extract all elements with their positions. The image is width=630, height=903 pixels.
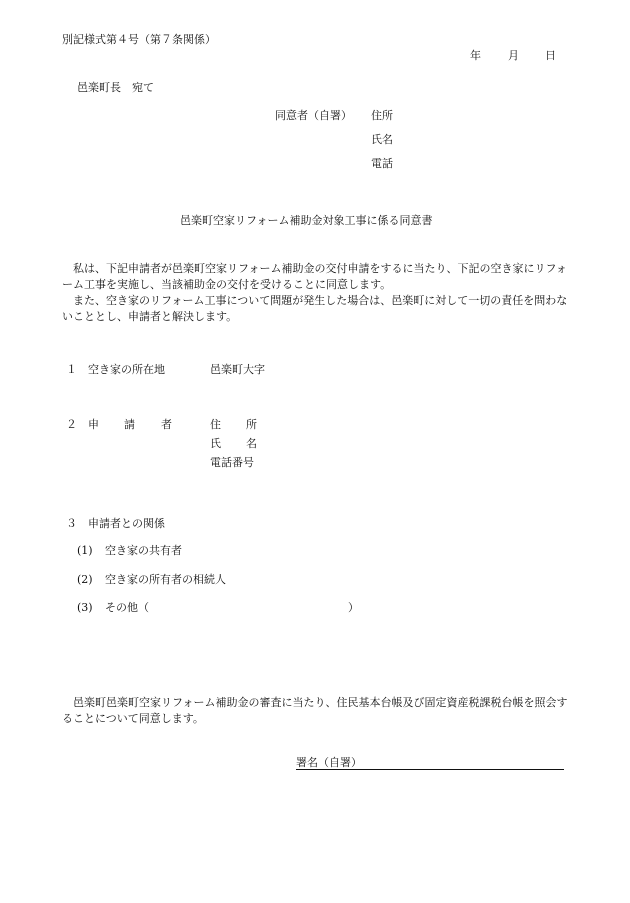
- item2-label-char-3: 者: [161, 418, 172, 431]
- option1-number: (1): [77, 544, 93, 557]
- document-title: 邑楽町空家リフォーム補助金対象工事に係る同意書: [180, 214, 433, 227]
- item2-address-char-2: 所: [246, 418, 257, 431]
- consent-paragraph: 邑楽町邑楽町空家リフォーム補助金の審査に当たり、住民基本台帳及び固定資産税課税台帳を照会することについて同意します。: [62, 696, 568, 725]
- date-month-label: 月: [508, 49, 519, 62]
- item3-label: 申請者との関係: [88, 517, 165, 530]
- consenter-phone-label: 電話: [371, 157, 393, 170]
- signature-label: 署名（自署）: [296, 756, 362, 769]
- item2-label-char-2: 請: [124, 418, 135, 431]
- body-paragraph-2: また、空き家のリフォーム工事について問題が発生した場合は、邑楽町に対して一切の責任を問わないこととし、申請者と解決します。: [62, 294, 568, 323]
- item2-number: ２: [66, 418, 77, 431]
- consent-text-block: [62, 695, 570, 727]
- item2-label-char-1: 申: [88, 418, 99, 431]
- date-year-label: 年: [470, 49, 481, 62]
- item2-address-char-1: 住: [210, 418, 221, 431]
- item1-label: 空き家の所在地: [88, 363, 165, 376]
- body-paragraph-1: 私は、下記申請者が邑楽町空家リフォーム補助金の交付申請をするに当たり、下記の空き家にリフォーム工事を実施し、当該補助金の交付を受けることに同意します。: [62, 262, 567, 291]
- option2-text: 空き家の所有者の相続人: [105, 573, 226, 586]
- option1-text: 空き家の共有者: [105, 544, 182, 557]
- item2-name-char-2: 名: [246, 437, 257, 450]
- form-number: 別記様式第４号（第７条関係）: [62, 33, 216, 46]
- option3-text: その他（: [105, 601, 149, 614]
- consenter-address-label: 住所: [371, 109, 393, 122]
- option2-number: (2): [77, 573, 93, 586]
- item2-phone-label: 電話番号: [210, 456, 254, 469]
- consenter-name-label: 氏名: [371, 133, 393, 146]
- signature-line[interactable]: [296, 769, 564, 770]
- option3-number: (3): [77, 601, 93, 614]
- item3-number: ３: [66, 517, 77, 530]
- date-day-label: 日: [545, 49, 556, 62]
- option3-close-paren: ）: [348, 601, 359, 614]
- body-text: [62, 261, 570, 325]
- item1-value: 邑楽町大字: [210, 363, 265, 376]
- addressee: 邑楽町長 宛て: [77, 81, 154, 94]
- consenter-label: 同意者（自署）: [275, 109, 352, 122]
- item1-number: １: [66, 363, 77, 376]
- item2-name-char-1: 氏: [210, 437, 221, 450]
